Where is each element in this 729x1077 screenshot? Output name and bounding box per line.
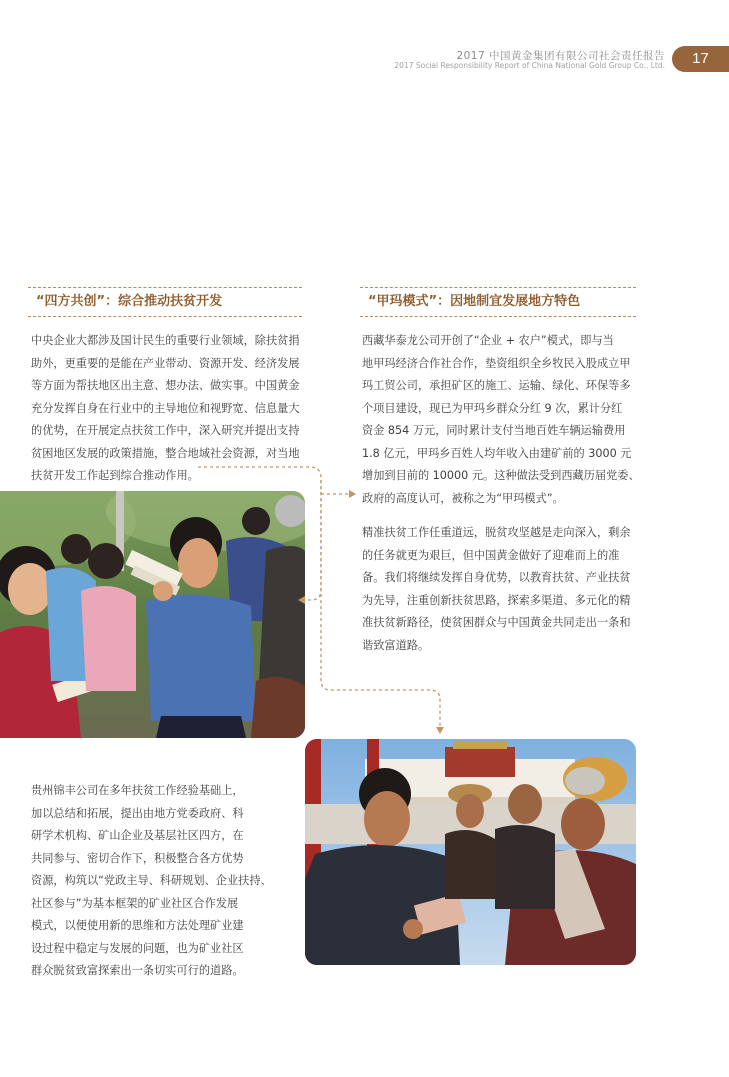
text-line: 助外，更重要的是能在产业带动、资源开发、经济发展 (31, 356, 300, 370)
text-line: 等方面为帮扶地区出主意、想办法、做实事。中国黄金 (31, 379, 300, 392)
photo-children-with-books (0, 491, 305, 738)
text-line: 加以总结和拓展，提出由地方党委政府、科 (31, 806, 244, 820)
text-line: 谐致富道路。 (362, 638, 430, 652)
text-line: 的任务就更为艰巨，但中国黄金做好了迎难而上的准 (362, 548, 620, 562)
text-line: 共同参与、密切合作下，积极整合各方优势 (31, 851, 244, 865)
text-line: 中央企业大都涉及国计民生的重要行业领域，除扶贫捐 (31, 334, 300, 347)
text-line: 地甲玛经济合作社合作，垫资组织全乡牧民入股成立甲 (362, 356, 631, 370)
photo-dividend-distribution (305, 739, 636, 965)
report-subtitle: 2017 Social Responsibility Report of China National Gold Group Co., Ltd. (394, 61, 665, 70)
text-line: 贫困地区发展的政策措施，整合地域社会资源，对当地 (31, 446, 300, 460)
text-line: 精准扶贫工作任重道远，脱贫攻坚越是走向深入，剩余 (362, 526, 631, 539)
text-line: 充分发挥自身在行业中的主导地位和视野宽、信息量大 (31, 401, 300, 415)
text-line: 贵州锦丰公司在多年扶贫工作经验基础上， (31, 784, 244, 797)
heading-text: “四方共创”：综合推动扶贫开发 (36, 294, 223, 309)
left-paragraph-1 (31, 330, 309, 488)
text-line: 政府的高度认可，被称之为“甲玛模式”。 (362, 491, 564, 505)
text-line: 研学术机构、矿山企业及基层社区四方，在 (31, 829, 244, 842)
arrow-right-icon (349, 490, 356, 498)
text-line: 备。我们将继续发挥自身优势，以教育扶贫、产业扶贫 (362, 571, 631, 584)
heading-text: “甲玛模式”：因地制宜发展地方特色 (368, 294, 581, 309)
text-line: 群众脱贫致富探索出一条切实可行的道路。 (31, 964, 244, 977)
arrow-down-icon (436, 727, 444, 734)
text-line: 的优势，在开展定点扶贫工作中，深入研究并提出支持 (31, 424, 300, 437)
left-paragraph-2 (31, 780, 281, 983)
page-number: 17 (672, 46, 729, 72)
text-line: 增加到目前的 10000 元。这种做法受到西藏历届党委、 (362, 469, 640, 482)
text-line: 玛工贸公司，承担矿区的施工、运输、绿化、环保等多 (362, 379, 631, 392)
text-line: 社区参与”为基本框架的矿业社区合作发展 (31, 896, 239, 910)
text-line: 个项目建设，现已为甲玛乡群众分红 9 次，累计分红 (362, 401, 623, 415)
text-line: 准扶贫新路径，使贫困群众与中国黄金共同走出一条和 (362, 616, 631, 629)
text-line: 资金 854 万元，同时累计支付当地百姓车辆运输费用 (362, 424, 626, 437)
report-title: 2017 中国黄金集团有限公司社会责任报告 (456, 50, 665, 62)
section-heading-right (360, 287, 636, 317)
text-line: 模式，以便使用新的思维和方法处理矿业建 (31, 919, 244, 932)
text-line: 1.8 亿元，甲玛乡百姓人均年收入由建矿前的 3000 元 (362, 446, 632, 460)
text-line: 扶贫开发工作起到综合推动作用。 (31, 469, 199, 482)
text-line: 为先导，注重创新扶贫思路，探索多渠道、多元化的精 (362, 593, 631, 607)
section-heading-left (28, 287, 302, 317)
right-paragraph-1 (362, 330, 642, 510)
text-line: 设过程中稳定与发展的问题，也为矿业社区 (31, 941, 244, 955)
text-line: 资源，构筑以“党政主导、科研规划、企业扶持、 (31, 874, 272, 887)
right-paragraph-2 (362, 522, 642, 657)
text-line: 西藏华泰龙公司开创了“企业 + 农户”模式，即与当 (362, 334, 614, 347)
